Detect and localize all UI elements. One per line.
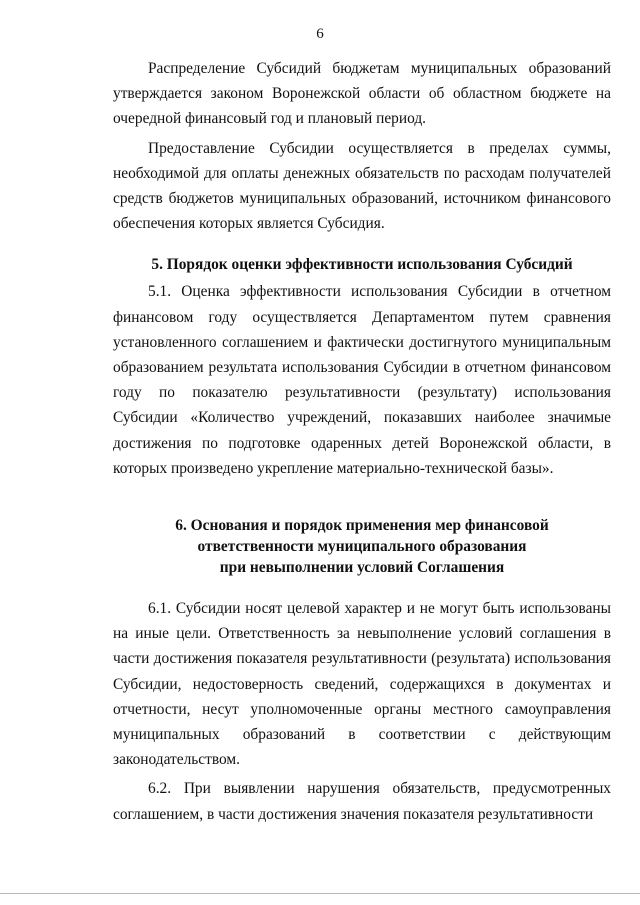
- paragraph-6-2: 6.2. При выявлении нарушения обязательств, предусмотренных соглашением, в части достижения значения показателя результативности: [113, 780, 611, 823]
- paragraph-subsidy-provision: Предоставление Субсидии осуществляется в пределах суммы, необходимой для оплаты денежных обязательств по расходам получателей средств бюджетов муниципальных образований, источником финансового обеспечения которых является Субсидия.: [113, 139, 611, 233]
- section-6-heading: [113, 515, 611, 578]
- document-body: [113, 56, 611, 827]
- section-6-heading-line: ответственности муниципального образования: [197, 538, 527, 556]
- scan-edge-line: [0, 893, 640, 894]
- section-6-heading-line: при невыполнении условий Соглашения: [219, 559, 505, 577]
- paragraph-subsidy-distribution: Распределение Субсидий бюджетам муниципальных образований утверждается законом Воронежской области об областном бюджете на очередной финансовый год и плановый период.: [113, 60, 611, 128]
- page-number: 6: [316, 26, 324, 42]
- paragraph-6-1: 6.1. Субсидии носят целевой характер и не могут быть использованы на иные цели. Ответственность за невыполнение условий соглашения в части достижения показателя результативности (результата) использования Субсидии, недостоверность сведений, содержащихся в документах и отчетности, несут уполномоченные органы местного самоуправления муниципальных образований в соответствии с действующим законодательством.: [113, 600, 611, 769]
- section-5-heading: 5. Порядок оценки эффективности использования Субсидий: [151, 256, 573, 274]
- section-6-heading-line: 6. Основания и порядок применения мер финансовой: [175, 517, 549, 535]
- paragraph-5-1: 5.1. Оценка эффективности использования Субсидии в отчетном финансовом году осуществляется Департаментом путем сравнения установленного соглашением и фактически достигнутого муниципальным образованием результата использования Субсидии в отчетном финансовом году по показателю результативности (результату) использования Субсидии «Количество учреждений, показавших наиболее значимые достижения по подготовке одаренных детей Воронежской области, в которых произведено укрепление материально-технической базы».: [113, 283, 611, 477]
